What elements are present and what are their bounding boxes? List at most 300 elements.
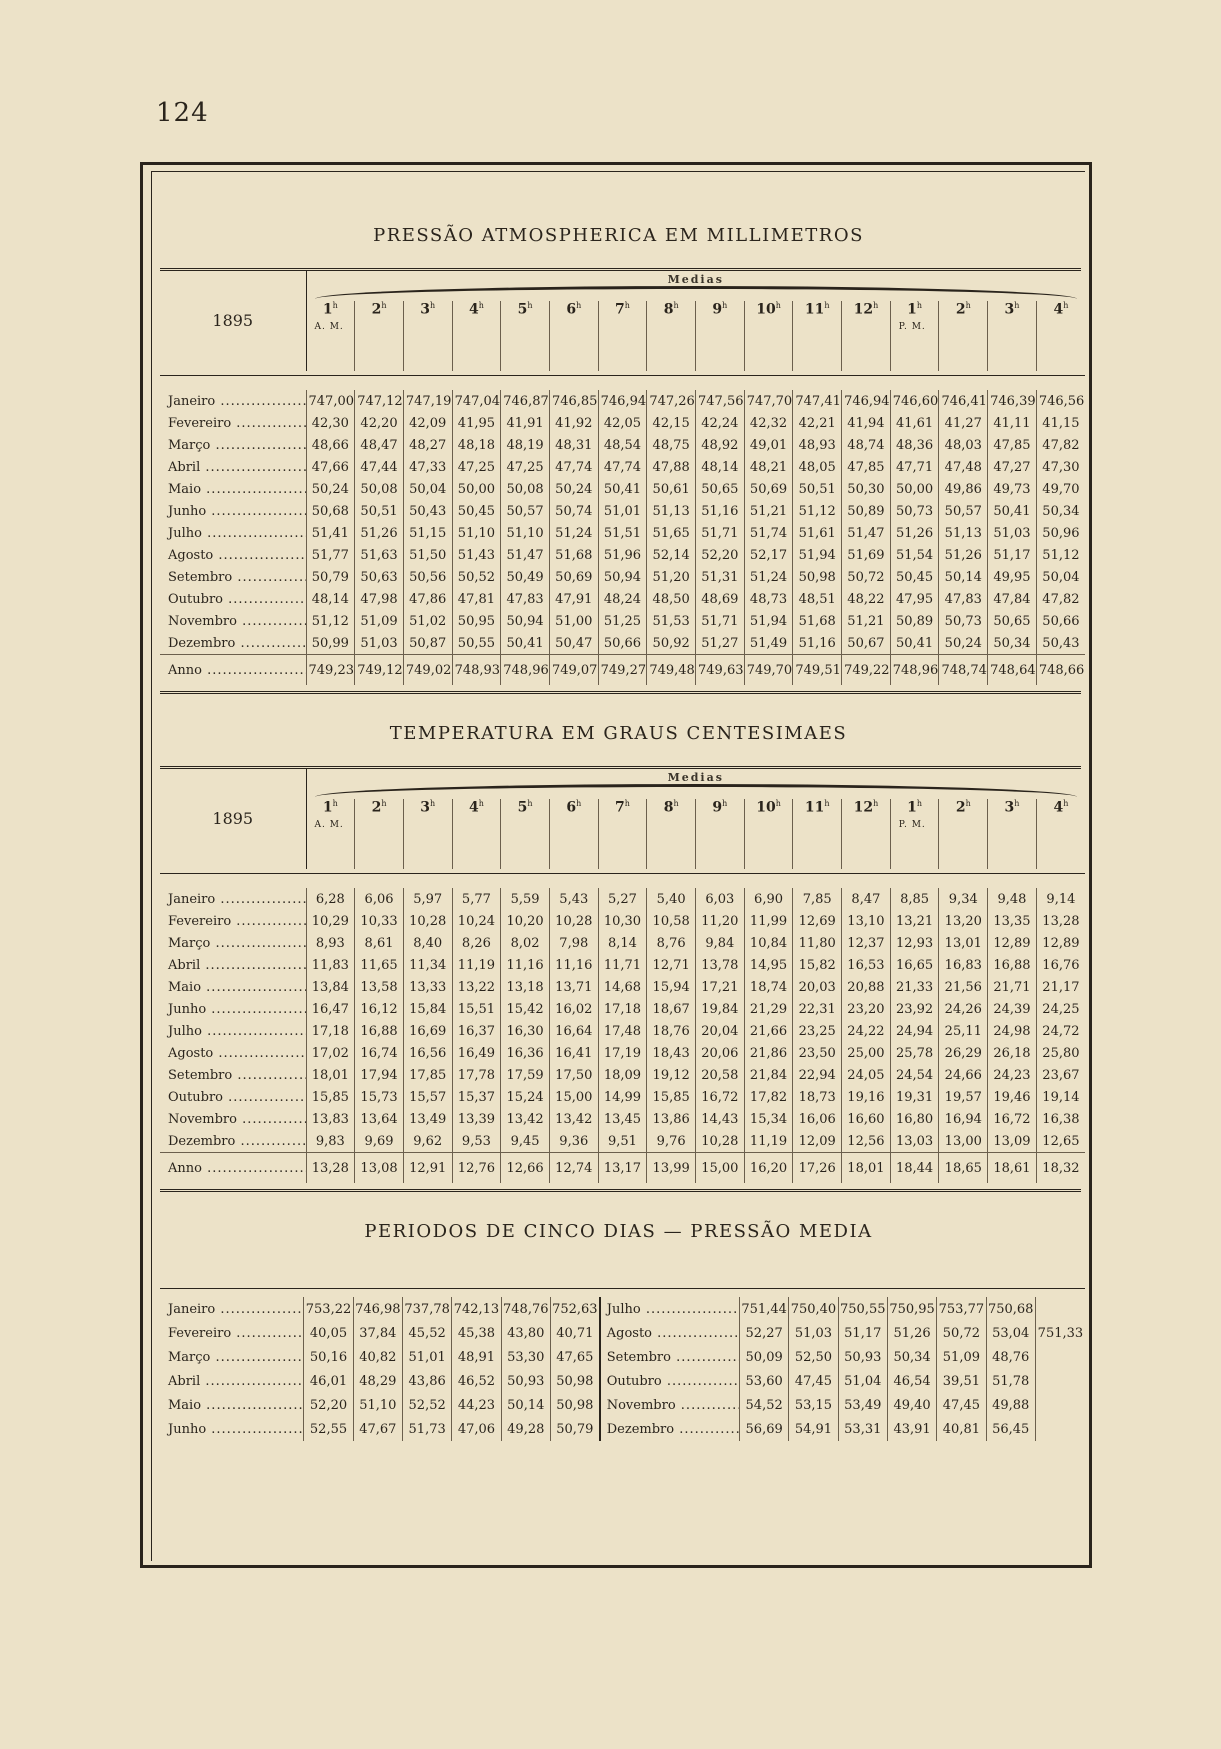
data-cell: 750,55 bbox=[838, 1297, 887, 1321]
data-cell: 48,47 bbox=[355, 434, 404, 456]
month-label: Novembro ..... bbox=[160, 610, 306, 632]
data-cell: 13,99 bbox=[647, 1153, 696, 1184]
data-cell: 50,41 bbox=[988, 500, 1037, 522]
data-cell: 51,24 bbox=[549, 522, 598, 544]
data-cell: 12,37 bbox=[842, 932, 891, 954]
table-row bbox=[160, 632, 1085, 655]
hour-period: P. M. bbox=[898, 819, 926, 830]
month-label: Agosto ..... bbox=[600, 1321, 740, 1345]
data-cell: 50,96 bbox=[1036, 522, 1085, 544]
data-cell: 50,56 bbox=[403, 566, 452, 588]
hour-header: 4$^h$ bbox=[452, 799, 501, 869]
data-cell: 48,51 bbox=[793, 588, 842, 610]
hour-header: 5$^h$ bbox=[501, 799, 550, 869]
data-cell: 41,61 bbox=[890, 412, 939, 434]
data-cell: 52,14 bbox=[647, 544, 696, 566]
month-label: Março ..... bbox=[160, 932, 306, 954]
data-cell: 47,82 bbox=[1036, 588, 1085, 610]
data-cell: 48,76 bbox=[986, 1345, 1035, 1369]
data-cell: 50,04 bbox=[403, 478, 452, 500]
data-cell: 24,98 bbox=[988, 1020, 1037, 1042]
data-cell: 47,74 bbox=[549, 456, 598, 478]
data-cell: 42,15 bbox=[647, 412, 696, 434]
data-cell: 50,47 bbox=[549, 632, 598, 655]
data-cell: 748,66 bbox=[1036, 655, 1085, 686]
data-cell: 48,66 bbox=[306, 434, 355, 456]
month-label: Setembro ..... bbox=[600, 1345, 740, 1369]
month-label: Julho ..... bbox=[160, 1020, 306, 1042]
data-cell: 13,21 bbox=[890, 910, 939, 932]
month-label: Abril ..... bbox=[160, 954, 306, 976]
data-cell: 747,00 bbox=[306, 390, 355, 412]
data-cell: 8,47 bbox=[842, 888, 891, 910]
month-label: Anno ..... bbox=[160, 655, 306, 686]
data-cell: 50,98 bbox=[793, 566, 842, 588]
data-cell: 13,28 bbox=[1036, 910, 1085, 932]
data-cell: 51,94 bbox=[793, 544, 842, 566]
month-label: Abril ..... bbox=[160, 1369, 304, 1393]
data-cell: 5,97 bbox=[403, 888, 452, 910]
data-cell: 51,21 bbox=[744, 500, 793, 522]
month-label: Fevereiro ..... bbox=[160, 910, 306, 932]
month-label: Novembro ..... bbox=[600, 1393, 740, 1417]
data-cell: 24,39 bbox=[988, 998, 1037, 1020]
hour-header: 4$^h$ bbox=[1036, 799, 1085, 869]
data-cell: 746,98 bbox=[353, 1297, 402, 1321]
data-cell: 746,39 bbox=[988, 390, 1037, 412]
month-label: Dezembro ..... bbox=[160, 632, 306, 655]
data-cell: 746,85 bbox=[549, 390, 598, 412]
data-cell: 50,66 bbox=[598, 632, 647, 655]
period-row bbox=[160, 1321, 1085, 1345]
data-cell: 50,65 bbox=[696, 478, 745, 500]
data-cell: 51,71 bbox=[696, 522, 745, 544]
pressure-title: PRESSÃO ATMOSPHERICA EM MILLIMETROS bbox=[373, 225, 864, 246]
data-cell: 749,23 bbox=[306, 655, 355, 686]
data-cell: 51,03 bbox=[355, 632, 404, 655]
table-row bbox=[160, 998, 1085, 1020]
data-cell: 25,80 bbox=[1036, 1042, 1085, 1064]
data-cell: 749,22 bbox=[842, 655, 891, 686]
data-cell: 50,34 bbox=[1036, 500, 1085, 522]
data-cell: 746,87 bbox=[501, 390, 550, 412]
data-cell: 16,02 bbox=[549, 998, 598, 1020]
data-cell: 5,59 bbox=[501, 888, 550, 910]
data-cell: 48,19 bbox=[501, 434, 550, 456]
hour-header: 6$^h$ bbox=[549, 301, 598, 371]
data-cell: 41,27 bbox=[939, 412, 988, 434]
data-cell: 17,18 bbox=[306, 1020, 355, 1042]
data-cell: 13,08 bbox=[355, 1153, 404, 1184]
table-row bbox=[160, 478, 1085, 500]
data-cell: 12,93 bbox=[890, 932, 939, 954]
data-cell: 9,69 bbox=[355, 1130, 404, 1153]
data-cell: 50,68 bbox=[306, 500, 355, 522]
month-label: Maio ..... bbox=[160, 976, 306, 998]
hour-header: 12$^h$ bbox=[842, 301, 891, 371]
data-cell: 17,48 bbox=[598, 1020, 647, 1042]
table-row bbox=[160, 976, 1085, 998]
year-label: 1895 bbox=[160, 271, 306, 371]
pressure-table bbox=[160, 271, 1085, 685]
data-cell: 50,93 bbox=[838, 1345, 887, 1369]
data-cell: 18,61 bbox=[988, 1153, 1037, 1184]
data-cell: 46,01 bbox=[304, 1369, 353, 1393]
data-cell: 50,79 bbox=[550, 1417, 599, 1441]
data-cell: 13,22 bbox=[452, 976, 501, 998]
data-cell bbox=[1035, 1297, 1085, 1321]
data-cell: 25,78 bbox=[890, 1042, 939, 1064]
data-cell: 16,88 bbox=[988, 954, 1037, 976]
data-cell: 53,15 bbox=[789, 1393, 838, 1417]
data-cell: 47,91 bbox=[549, 588, 598, 610]
data-cell: 13,10 bbox=[842, 910, 891, 932]
data-cell: 13,18 bbox=[501, 976, 550, 998]
data-cell: 51,00 bbox=[549, 610, 598, 632]
data-cell: 51,12 bbox=[793, 500, 842, 522]
data-cell: 50,24 bbox=[939, 632, 988, 655]
data-cell: 747,56 bbox=[696, 390, 745, 412]
data-cell: 16,72 bbox=[696, 1086, 745, 1108]
hour-header: 11$^h$ bbox=[793, 301, 842, 371]
data-cell: 51,17 bbox=[988, 544, 1037, 566]
data-cell: 50,61 bbox=[647, 478, 696, 500]
data-cell: 11,16 bbox=[501, 954, 550, 976]
data-cell: 50,34 bbox=[988, 632, 1037, 655]
data-cell: 51,13 bbox=[939, 522, 988, 544]
data-cell: 41,15 bbox=[1036, 412, 1085, 434]
data-cell: 9,45 bbox=[501, 1130, 550, 1153]
data-cell: 18,74 bbox=[744, 976, 793, 998]
table-row bbox=[160, 1020, 1085, 1042]
data-cell: 46,52 bbox=[452, 1369, 501, 1393]
data-cell: 52,17 bbox=[744, 544, 793, 566]
data-cell: 23,67 bbox=[1036, 1064, 1085, 1086]
data-cell: 749,70 bbox=[744, 655, 793, 686]
hour-header: 7$^h$ bbox=[598, 301, 647, 371]
data-cell: 50,41 bbox=[501, 632, 550, 655]
data-cell: 41,95 bbox=[452, 412, 501, 434]
data-cell: 12,89 bbox=[1036, 932, 1085, 954]
data-cell: 750,40 bbox=[789, 1297, 838, 1321]
data-cell: 48,14 bbox=[696, 456, 745, 478]
brace-line bbox=[315, 286, 1078, 299]
data-cell: 13,00 bbox=[939, 1130, 988, 1153]
data-cell: 48,93 bbox=[793, 434, 842, 456]
data-cell: 747,12 bbox=[355, 390, 404, 412]
data-cell: 16,53 bbox=[842, 954, 891, 976]
data-cell: 747,19 bbox=[403, 390, 452, 412]
data-cell: 19,14 bbox=[1036, 1086, 1085, 1108]
medias-header bbox=[306, 769, 1085, 799]
temperature-table bbox=[160, 769, 1085, 1183]
data-cell: 16,20 bbox=[744, 1153, 793, 1184]
data-cell: 19,16 bbox=[842, 1086, 891, 1108]
data-cell: 48,18 bbox=[452, 434, 501, 456]
data-cell: 14,43 bbox=[696, 1108, 745, 1130]
data-cell: 16,30 bbox=[501, 1020, 550, 1042]
hour-header: 6$^h$ bbox=[549, 799, 598, 869]
data-cell: 17,85 bbox=[403, 1064, 452, 1086]
data-cell: 51,03 bbox=[988, 522, 1037, 544]
data-cell: 13,09 bbox=[988, 1130, 1037, 1153]
data-cell: 47,82 bbox=[1036, 434, 1085, 456]
data-cell: 51,16 bbox=[696, 500, 745, 522]
table-row bbox=[160, 544, 1085, 566]
data-cell: 6,90 bbox=[744, 888, 793, 910]
data-cell: 21,86 bbox=[744, 1042, 793, 1064]
data-cell: 13,83 bbox=[306, 1108, 355, 1130]
data-cell: 40,05 bbox=[304, 1321, 353, 1345]
table-row bbox=[160, 1108, 1085, 1130]
data-cell: 50,14 bbox=[501, 1393, 550, 1417]
month-label: Junho ..... bbox=[160, 998, 306, 1020]
data-cell: 5,43 bbox=[549, 888, 598, 910]
data-cell: 50,87 bbox=[403, 632, 452, 655]
data-cell: 47,83 bbox=[501, 588, 550, 610]
hour-header: 4$^h$ bbox=[1036, 301, 1085, 371]
data-cell: 5,40 bbox=[647, 888, 696, 910]
data-cell: 21,66 bbox=[744, 1020, 793, 1042]
data-cell: 15,00 bbox=[696, 1153, 745, 1184]
data-cell: 13,64 bbox=[355, 1108, 404, 1130]
data-cell: 51,12 bbox=[306, 610, 355, 632]
data-cell: 25,11 bbox=[939, 1020, 988, 1042]
data-cell: 50,43 bbox=[1036, 632, 1085, 655]
data-cell: 19,31 bbox=[890, 1086, 939, 1108]
data-cell: 50,00 bbox=[452, 478, 501, 500]
data-cell: 746,94 bbox=[842, 390, 891, 412]
data-cell: 50,45 bbox=[890, 566, 939, 588]
data-cell: 50,99 bbox=[306, 632, 355, 655]
table-row bbox=[160, 888, 1085, 910]
data-cell: 15,57 bbox=[403, 1086, 452, 1108]
data-cell: 15,94 bbox=[647, 976, 696, 998]
data-cell: 752,63 bbox=[550, 1297, 599, 1321]
data-cell: 749,07 bbox=[549, 655, 598, 686]
annual-row bbox=[160, 1153, 1085, 1184]
data-cell: 17,02 bbox=[306, 1042, 355, 1064]
data-cell: 9,76 bbox=[647, 1130, 696, 1153]
data-cell: 51,49 bbox=[744, 632, 793, 655]
data-cell: 51,01 bbox=[598, 500, 647, 522]
data-cell: 19,84 bbox=[696, 998, 745, 1020]
data-cell: 48,91 bbox=[452, 1345, 501, 1369]
data-cell: 51,94 bbox=[744, 610, 793, 632]
data-cell: 50,51 bbox=[355, 500, 404, 522]
data-cell: 9,36 bbox=[549, 1130, 598, 1153]
data-cell: 50,52 bbox=[452, 566, 501, 588]
data-cell: 16,37 bbox=[452, 1020, 501, 1042]
data-cell: 49,28 bbox=[501, 1417, 550, 1441]
data-cell: 47,25 bbox=[501, 456, 550, 478]
data-cell: 16,76 bbox=[1036, 954, 1085, 976]
data-cell: 50,24 bbox=[306, 478, 355, 500]
data-cell: 51,10 bbox=[452, 522, 501, 544]
data-cell: 19,57 bbox=[939, 1086, 988, 1108]
data-cell: 16,12 bbox=[355, 998, 404, 1020]
data-cell: 8,40 bbox=[403, 932, 452, 954]
hour-header: 5$^h$ bbox=[501, 301, 550, 371]
data-cell: 52,52 bbox=[402, 1393, 451, 1417]
data-cell: 50,89 bbox=[842, 500, 891, 522]
data-cell: 18,32 bbox=[1036, 1153, 1085, 1184]
data-cell: 53,31 bbox=[838, 1417, 887, 1441]
data-cell: 50,57 bbox=[501, 500, 550, 522]
hour-header: 9$^h$ bbox=[696, 301, 745, 371]
data-cell: 50,08 bbox=[501, 478, 550, 500]
data-cell: 42,20 bbox=[355, 412, 404, 434]
data-cell: 748,96 bbox=[501, 655, 550, 686]
data-cell: 51,27 bbox=[696, 632, 745, 655]
data-cell: 50,63 bbox=[355, 566, 404, 588]
data-cell: 51,71 bbox=[696, 610, 745, 632]
data-cell: 53,04 bbox=[986, 1321, 1035, 1345]
data-cell: 749,63 bbox=[696, 655, 745, 686]
data-cell: 15,73 bbox=[355, 1086, 404, 1108]
month-label: Fevereiro ..... bbox=[160, 1321, 304, 1345]
period-row bbox=[160, 1345, 1085, 1369]
data-cell: 39,51 bbox=[937, 1369, 986, 1393]
data-cell: 44,23 bbox=[452, 1393, 501, 1417]
data-cell: 16,36 bbox=[501, 1042, 550, 1064]
data-cell: 748,93 bbox=[452, 655, 501, 686]
data-cell: 9,62 bbox=[403, 1130, 452, 1153]
data-cell: 12,66 bbox=[501, 1153, 550, 1184]
data-cell: 51,96 bbox=[598, 544, 647, 566]
data-cell: 50,30 bbox=[842, 478, 891, 500]
data-cell: 47,88 bbox=[647, 456, 696, 478]
data-cell: 13,58 bbox=[355, 976, 404, 998]
data-cell: 8,93 bbox=[306, 932, 355, 954]
data-cell: 23,92 bbox=[890, 998, 939, 1020]
data-cell: 13,42 bbox=[501, 1108, 550, 1130]
data-cell: 51,21 bbox=[842, 610, 891, 632]
table-row bbox=[160, 932, 1085, 954]
data-cell: 16,65 bbox=[890, 954, 939, 976]
data-cell: 48,29 bbox=[353, 1369, 402, 1393]
data-cell: 23,25 bbox=[793, 1020, 842, 1042]
data-cell: 51,53 bbox=[647, 610, 696, 632]
data-cell: 52,27 bbox=[739, 1321, 788, 1345]
data-cell: 5,77 bbox=[452, 888, 501, 910]
data-cell: 50,34 bbox=[887, 1345, 936, 1369]
data-cell: 49,40 bbox=[887, 1393, 936, 1417]
data-cell: 15,85 bbox=[306, 1086, 355, 1108]
data-cell: 10,28 bbox=[549, 910, 598, 932]
data-cell: 54,91 bbox=[789, 1417, 838, 1441]
periods-title: PERIODOS DE CINCO DIAS — PRESSÃO MEDIA bbox=[364, 1221, 873, 1242]
data-cell: 10,58 bbox=[647, 910, 696, 932]
period-row bbox=[160, 1297, 1085, 1321]
hour-header: 12$^h$ bbox=[842, 799, 891, 869]
data-cell: 14,99 bbox=[598, 1086, 647, 1108]
data-cell: 47,30 bbox=[1036, 456, 1085, 478]
data-cell: 8,02 bbox=[501, 932, 550, 954]
data-cell: 16,94 bbox=[939, 1108, 988, 1130]
data-cell: 47,65 bbox=[550, 1345, 599, 1369]
month-label: Março ..... bbox=[160, 1345, 304, 1369]
month-label: Março ..... bbox=[160, 434, 306, 456]
data-cell: 6,06 bbox=[355, 888, 404, 910]
data-cell bbox=[1035, 1369, 1085, 1393]
hour-header: 1$^h$ A. M. bbox=[306, 301, 355, 371]
data-cell: 48,14 bbox=[306, 588, 355, 610]
data-cell: 18,43 bbox=[647, 1042, 696, 1064]
month-label: Agosto ..... bbox=[160, 544, 306, 566]
data-cell: 17,50 bbox=[549, 1064, 598, 1086]
month-label: Fevereiro ..... bbox=[160, 412, 306, 434]
data-cell: 50,98 bbox=[550, 1393, 599, 1417]
data-cell: 53,49 bbox=[838, 1393, 887, 1417]
data-cell: 42,30 bbox=[306, 412, 355, 434]
data-cell: 16,56 bbox=[403, 1042, 452, 1064]
data-cell: 47,83 bbox=[939, 588, 988, 610]
data-cell: 51,26 bbox=[887, 1321, 936, 1345]
data-cell: 15,84 bbox=[403, 998, 452, 1020]
data-cell: 8,26 bbox=[452, 932, 501, 954]
data-cell: 17,78 bbox=[452, 1064, 501, 1086]
data-cell: 13,33 bbox=[403, 976, 452, 998]
data-cell: 11,19 bbox=[744, 1130, 793, 1153]
month-label: Julho ..... bbox=[160, 522, 306, 544]
data-cell: 750,68 bbox=[986, 1297, 1035, 1321]
data-cell: 51,12 bbox=[1036, 544, 1085, 566]
data-cell: 11,19 bbox=[452, 954, 501, 976]
month-label: Setembro ..... bbox=[160, 566, 306, 588]
table-row bbox=[160, 1130, 1085, 1153]
data-cell: 748,76 bbox=[501, 1297, 550, 1321]
data-cell: 748,64 bbox=[988, 655, 1037, 686]
period-row bbox=[160, 1369, 1085, 1393]
data-cell: 50,65 bbox=[988, 610, 1037, 632]
data-cell: 12,91 bbox=[403, 1153, 452, 1184]
data-cell: 11,20 bbox=[696, 910, 745, 932]
table-row bbox=[160, 954, 1085, 976]
data-cell: 16,49 bbox=[452, 1042, 501, 1064]
data-cell: 10,84 bbox=[744, 932, 793, 954]
data-cell: 50,57 bbox=[939, 500, 988, 522]
data-cell: 22,31 bbox=[793, 998, 842, 1020]
data-cell: 50,09 bbox=[739, 1345, 788, 1369]
hour-header: 2$^h$ bbox=[355, 799, 404, 869]
data-cell: 16,60 bbox=[842, 1108, 891, 1130]
data-cell: 47,74 bbox=[598, 456, 647, 478]
data-cell: 51,47 bbox=[842, 522, 891, 544]
period-row bbox=[160, 1417, 1085, 1441]
data-cell: 50,92 bbox=[647, 632, 696, 655]
medias-label: Medias bbox=[667, 771, 724, 784]
data-cell: 50,55 bbox=[452, 632, 501, 655]
data-cell: 50,41 bbox=[598, 478, 647, 500]
data-cell: 49,73 bbox=[988, 478, 1037, 500]
data-cell: 17,59 bbox=[501, 1064, 550, 1086]
data-cell: 751,33 bbox=[1035, 1321, 1085, 1345]
month-label: Julho ..... bbox=[600, 1297, 740, 1321]
data-cell: 50,72 bbox=[842, 566, 891, 588]
data-cell: 747,41 bbox=[793, 390, 842, 412]
medias-label: Medias bbox=[667, 273, 724, 286]
month-label: Outubro ..... bbox=[160, 588, 306, 610]
data-cell: 51,31 bbox=[696, 566, 745, 588]
data-cell: 50,69 bbox=[744, 478, 793, 500]
data-cell: 51,03 bbox=[789, 1321, 838, 1345]
data-cell: 50,72 bbox=[937, 1321, 986, 1345]
data-cell: 47,45 bbox=[789, 1369, 838, 1393]
data-cell: 24,54 bbox=[890, 1064, 939, 1086]
data-cell: 51,77 bbox=[306, 544, 355, 566]
data-cell: 18,67 bbox=[647, 998, 696, 1020]
